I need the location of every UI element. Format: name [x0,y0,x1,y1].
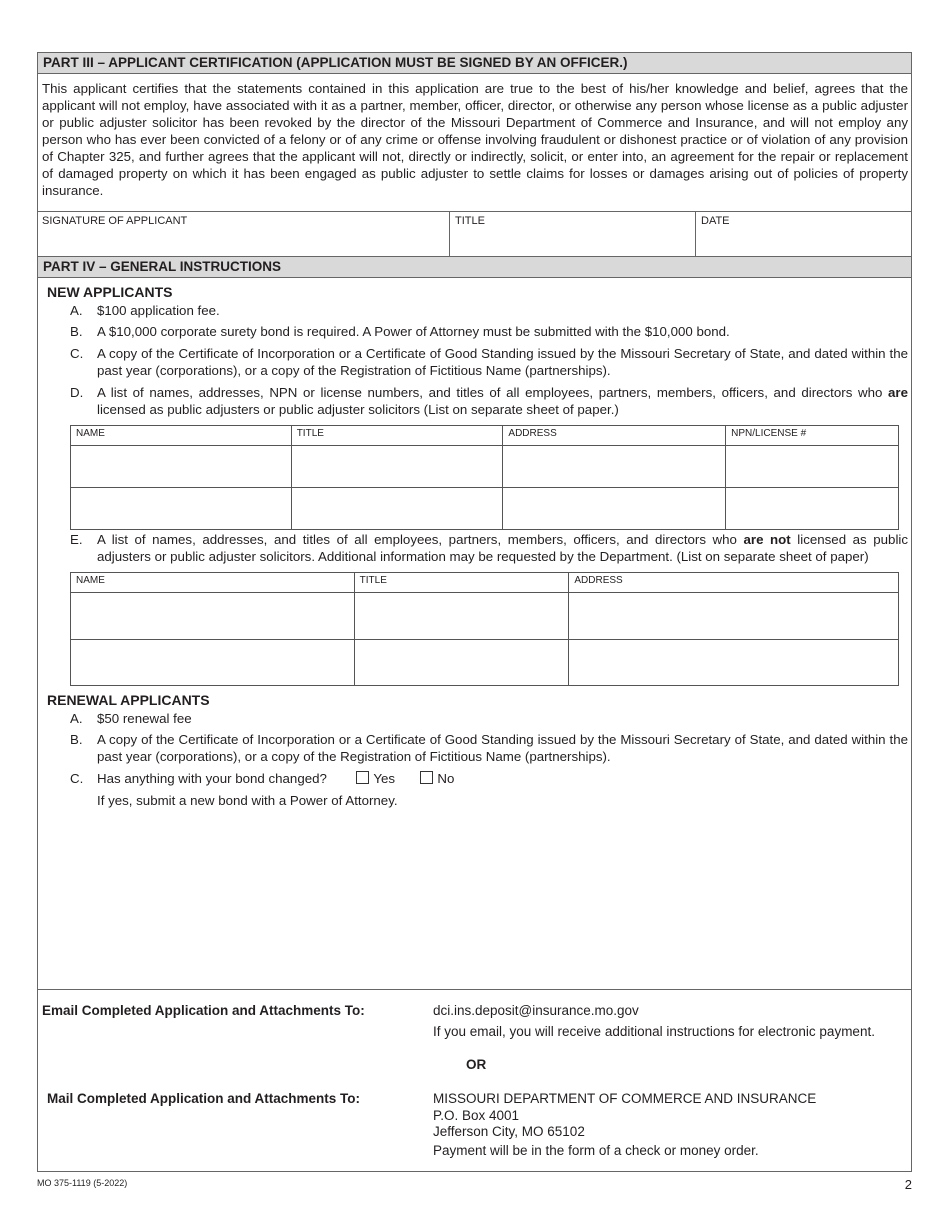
item-text [97,384,908,418]
input-cell[interactable] [569,593,899,640]
mail-note: Payment will be in the form of a check or money order. [433,1143,759,1158]
bond-question: Has anything with your bond changed? [97,771,327,786]
date-field[interactable] [695,212,912,257]
renewal-item-a [70,710,908,727]
input-cell[interactable] [71,640,355,686]
item-text: $50 renewal fee [97,711,192,726]
item-letter: B. [70,732,83,747]
page-number: 2 [904,1177,912,1192]
checkbox-box[interactable] [356,771,369,784]
part3-heading: PART III – APPLICANT CERTIFICATION (APPLICATION MUST BE SIGNED BY AN OFFICER.) [37,52,912,74]
item-text: A copy of the Certificate of Incorporation or a Certificate of Good Standing issued by the Missouri Secretary of State, and dated within the past year (corporations), or a copy of the Registration of Fictitious Name (partnerships). [97,732,908,764]
date-label: DATE [701,215,730,227]
renewal-applicants-heading: RENEWAL APPLICANTS [47,692,210,708]
bond-changed-no-checkbox[interactable] [420,771,454,786]
item-text-emphasis: are [888,385,908,400]
title-label: TITLE [455,215,485,227]
new-item-b [70,323,908,340]
item-letter: B. [70,324,83,339]
item-text-part: licensed as public adjusters or public adjuster solicitors (List on separate sheet of paper.) [97,402,619,417]
item-text-part: licensed as public adjusters or public adjuster solicitors. Additional information may be requested by the Department. (List on separate sheet of paper) [97,532,908,564]
signature-row [37,211,912,257]
table-header-row [71,426,899,446]
signature-label: SIGNATURE OF APPLICANT [42,215,188,227]
yes-label: Yes [373,771,396,786]
item-text: If yes, submit a new bond with a Power of Attorney. [97,793,398,808]
or-label: OR [466,1057,487,1072]
col-header-address: ADDRESS [569,573,899,593]
title-field[interactable] [449,212,695,257]
renewal-item-c [70,770,908,787]
email-note: If you email, you will receive additional instructions for electronic payment. [433,1024,875,1039]
input-cell[interactable] [503,446,726,488]
renewal-item-b [70,731,908,765]
item-letter: C. [70,346,84,361]
checkbox-box[interactable] [420,771,433,784]
item-letter: E. [70,532,83,547]
email-address[interactable]: dci.ins.deposit@insurance.mo.gov [433,1003,639,1018]
item-text-part: A list of names, addresses, and titles of all employees, partners, members, officers, and directors who [97,532,744,547]
item-text: A $10,000 corporate surety bond is required. A Power of Attorney must be submitted with the $10,000 bond. [97,324,730,339]
table-row [71,593,899,640]
mail-line: P.O. Box 4001 [433,1107,520,1123]
input-cell[interactable] [354,593,569,640]
input-cell[interactable] [354,640,569,686]
item-text: $100 application fee. [97,303,220,318]
item-text [97,770,908,787]
col-header-npn: NPN/LICENSE # [726,426,899,446]
new-applicants-heading: NEW APPLICANTS [47,284,173,300]
input-cell[interactable] [71,446,292,488]
input-cell[interactable] [503,488,726,530]
col-header-title: TITLE [354,573,569,593]
item-letter: A. [70,303,83,318]
table-row [71,640,899,686]
table-row [71,446,899,488]
mail-address [433,1091,816,1141]
input-cell[interactable] [726,488,899,530]
email-label: Email Completed Application and Attachments To: [42,1003,365,1018]
col-header-name: NAME [71,426,292,446]
input-cell[interactable] [71,593,355,640]
input-cell[interactable] [291,488,503,530]
item-letter: C. [70,771,84,786]
col-header-title: TITLE [291,426,503,446]
table-row [71,488,899,530]
new-item-c [70,345,908,379]
new-item-a [70,302,908,319]
input-cell[interactable] [726,446,899,488]
part4-heading: PART IV – GENERAL INSTRUCTIONS [37,256,912,278]
col-header-address: ADDRESS [503,426,726,446]
new-item-e [70,531,908,565]
renewal-item-c-note [70,792,908,809]
item-text-emphasis: are not [743,532,791,547]
mail-line: MISSOURI DEPARTMENT OF COMMERCE AND INSURANCE [433,1091,817,1106]
input-cell[interactable] [71,488,292,530]
certification-text: This applicant certifies that the statements contained in this application are true to the best of his/her knowledge and belief, agrees that the applicant will not employ, have associated with it as a partner, member, officer, director, or otherwise any person whose license as a public adjuster or public adjuster solicitor has been revoked by the director of the Missouri Department of Commerce and Insurance, and will not employ any person who has ever been convicted of a felony or of any crime or offense involving fraudulent or dishonest practice or of violation of any provision of Chapter 325, and further agrees that the applicant will not, directly or indirectly, solicit, or enter into, an agreement for the repair or replacement of damaged property on which it has been engaged as public adjuster to settle claims for losses or damages arising out of policies of property insurance. [42,81,908,198]
no-label: No [437,771,455,786]
table-header-row [71,573,899,593]
footer-divider [37,989,912,990]
bond-changed-yes-checkbox[interactable] [356,771,395,786]
item-text-part: A list of names, addresses, NPN or license numbers, and titles of all employees, partners, members, officers, and directors who [97,385,889,400]
item-text: A copy of the Certificate of Incorporation or a Certificate of Good Standing issued by the Missouri Secretary of State, and dated within the past year (corporations), or a copy of the Registration of Fictitious Name (partnerships). [97,346,908,378]
signature-field[interactable] [37,212,449,257]
unlicensed-staff-table [70,572,899,686]
item-letter: A. [70,711,83,726]
col-header-name: NAME [71,573,355,593]
licensed-staff-table [70,425,899,530]
item-text [97,531,908,565]
form-number: MO 375-1119 (5-2022) [37,1178,128,1188]
item-letter: D. [70,385,84,400]
mail-line: Jefferson City, MO 65102 [433,1124,585,1139]
new-item-d [70,384,908,418]
mail-label: Mail Completed Application and Attachments To: [47,1091,361,1106]
input-cell[interactable] [291,446,503,488]
input-cell[interactable] [569,640,899,686]
